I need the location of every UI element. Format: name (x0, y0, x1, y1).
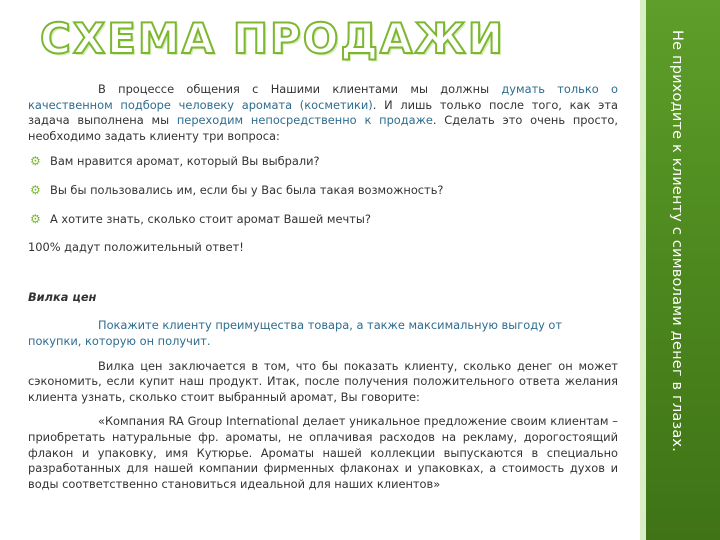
bullet-icon: ⚙ (30, 211, 41, 226)
list-item (28, 183, 618, 199)
questions-list (28, 154, 618, 227)
slide-content (28, 82, 618, 492)
bullet-icon: ⚙ (30, 182, 41, 197)
quote-paragraph: «Компания RA Group International делает уникальное предложение своим клиентам – приобретать натуральные фр. ароматы, не оплачивая расходов на рекламу, дорогостоящий флакон и упаковку, имя Кутюрье. Ароматы нашей коллекции выпускаются в специально разработанных для нашей компании фирменных флаконах и упаковках, а стоимость духов и воды соответственно становиться идеальной для наших клиентов» (28, 414, 618, 491)
intro-part2: . И лишь только после того, как эта задача выполнена мы (28, 97, 618, 128)
intro-accent2: переходим непосредственно к продаже (176, 113, 433, 128)
explanation-paragraph: Вилка цен заключается в том, что бы показать клиенту, сколько денег он может сэкономить, если купит наш продукт. Итак, после получения положительного ответа желания клиента узнать, сколько стоит выбранный аромат, Вы говорите: (28, 358, 618, 404)
list-item (28, 154, 618, 170)
question-text: Вам нравится аромат, который Вы выбрали? (50, 154, 320, 169)
bullet-icon: ⚙ (30, 154, 41, 169)
intro-paragraph (28, 82, 618, 144)
slide-title: СХЕМА ПРОДАЖИ (40, 14, 505, 63)
result-statement: 100% дадут положительный ответ! (28, 240, 244, 255)
question-text: Вы бы пользовались им, если бы у Вас была такая возможность? (50, 182, 444, 197)
benefit-paragraph: Покажите клиенту преимущества товара, а также максимальную выгоду от покупки, которую он получит. (28, 318, 563, 348)
section-heading: Вилка цен (28, 289, 97, 304)
intro-part1: В процессе общения с Нашими клиентами мы должны (98, 82, 502, 96)
question-text: А хотите знать, сколько стоит аромат Вашей мечты? (50, 211, 371, 226)
intro-accent1: думать только о качественном подборе человеку аромата (косметики) (28, 82, 618, 112)
intro-part3: . Сделать это очень просто, необходимо задать клиенту три вопроса: (28, 113, 618, 143)
sidebar-caption: Не приходите к клиенту с символами денег в глазах. (669, 30, 685, 453)
list-item (28, 212, 618, 228)
